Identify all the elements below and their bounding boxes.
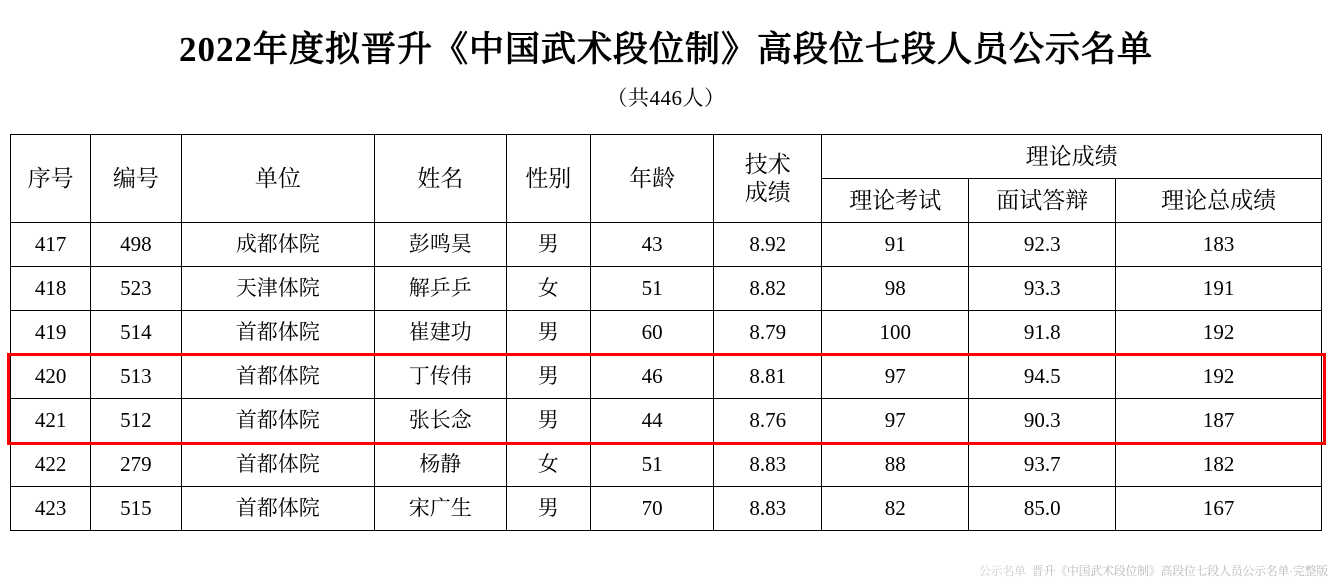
cell-theory-total: 183 <box>1116 223 1322 267</box>
cell-unit: 首都体院 <box>181 355 374 399</box>
cell-seq: 417 <box>11 223 91 267</box>
cell-unit: 首都体院 <box>181 311 374 355</box>
column-header-tech-score <box>714 135 822 223</box>
cell-sex: 男 <box>506 399 590 443</box>
cell-age: 60 <box>590 311 713 355</box>
cell-seq: 422 <box>11 443 91 487</box>
table-row <box>11 443 1322 487</box>
cell-seq: 420 <box>11 355 91 399</box>
cell-number: 513 <box>91 355 181 399</box>
column-header-name: 姓名 <box>374 135 506 223</box>
cell-sex: 男 <box>506 223 590 267</box>
cell-unit: 首都体院 <box>181 399 374 443</box>
cell-age: 70 <box>590 487 713 531</box>
column-header-age: 年龄 <box>590 135 713 223</box>
column-header-seq: 序号 <box>11 135 91 223</box>
cell-age: 46 <box>590 355 713 399</box>
table-row <box>11 355 1322 399</box>
cell-unit: 天津体院 <box>181 267 374 311</box>
table-header-row-1 <box>11 135 1322 179</box>
cell-unit: 首都体院 <box>181 443 374 487</box>
cell-theory-total: 191 <box>1116 267 1322 311</box>
cell-name: 彭鸣昊 <box>374 223 506 267</box>
cell-unit: 成都体院 <box>181 223 374 267</box>
cell-theory-exam: 98 <box>822 267 969 311</box>
cell-number: 514 <box>91 311 181 355</box>
column-header-unit: 单位 <box>181 135 374 223</box>
table-row <box>11 487 1322 531</box>
column-header-theory-group: 理论成绩 <box>822 135 1322 179</box>
cell-age: 43 <box>590 223 713 267</box>
cell-sex: 男 <box>506 487 590 531</box>
cell-interview: 91.8 <box>969 311 1116 355</box>
cell-theory-exam: 97 <box>822 399 969 443</box>
cell-tech-score: 8.81 <box>714 355 822 399</box>
column-header-theory-exam: 理论考试 <box>822 179 969 223</box>
cell-tech-score: 8.92 <box>714 223 822 267</box>
table-body <box>11 223 1322 531</box>
cell-unit: 首都体院 <box>181 487 374 531</box>
column-header-sex: 性别 <box>506 135 590 223</box>
cell-number: 512 <box>91 399 181 443</box>
cell-age: 51 <box>590 443 713 487</box>
cell-sex: 男 <box>506 355 590 399</box>
cell-age: 51 <box>590 267 713 311</box>
cell-theory-total: 182 <box>1116 443 1322 487</box>
cell-tech-score: 8.76 <box>714 399 822 443</box>
watermark-text: 晋升《中国武术段位制》高段位七段人员公示名单·完整版 <box>1031 564 1328 578</box>
column-header-interview: 面试答辩 <box>969 179 1116 223</box>
cell-interview: 90.3 <box>969 399 1116 443</box>
table-row <box>11 311 1322 355</box>
cell-theory-exam: 97 <box>822 355 969 399</box>
cell-number: 515 <box>91 487 181 531</box>
cell-name: 解乒乒 <box>374 267 506 311</box>
cell-interview: 94.5 <box>969 355 1116 399</box>
cell-theory-exam: 88 <box>822 443 969 487</box>
column-header-tech-score-line2: 成绩 <box>744 179 791 205</box>
cell-sex: 女 <box>506 443 590 487</box>
cell-number: 498 <box>91 223 181 267</box>
watermark-tag: 公示名单 <box>978 564 1026 578</box>
cell-theory-exam: 82 <box>822 487 969 531</box>
cell-theory-total: 167 <box>1116 487 1322 531</box>
cell-name: 张长念 <box>374 399 506 443</box>
table-row <box>11 223 1322 267</box>
cell-tech-score: 8.83 <box>714 487 822 531</box>
cell-age: 44 <box>590 399 713 443</box>
cell-interview: 93.3 <box>969 267 1116 311</box>
cell-sex: 男 <box>506 311 590 355</box>
column-header-theory-total: 理论总成绩 <box>1116 179 1322 223</box>
watermark <box>979 562 1328 579</box>
column-header-tech-score-line1: 技术 <box>744 152 791 178</box>
cell-name: 丁传伟 <box>374 355 506 399</box>
cell-tech-score: 8.82 <box>714 267 822 311</box>
cell-seq: 419 <box>11 311 91 355</box>
page-subtitle: （共446人） <box>606 86 726 111</box>
cell-theory-total: 192 <box>1116 311 1322 355</box>
cell-theory-exam: 91 <box>822 223 969 267</box>
cell-tech-score: 8.79 <box>714 311 822 355</box>
cell-theory-total: 187 <box>1116 399 1322 443</box>
cell-seq: 418 <box>11 267 91 311</box>
table-row <box>11 267 1322 311</box>
cell-theory-total: 192 <box>1116 355 1322 399</box>
cell-name: 崔建功 <box>374 311 506 355</box>
table-container <box>10 134 1322 531</box>
page-title: 2022年度拟晋升《中国武术段位制》高段位七段人员公示名单 <box>178 30 1153 69</box>
cell-seq: 423 <box>11 487 91 531</box>
cell-interview: 93.7 <box>969 443 1116 487</box>
promotion-list-table <box>10 134 1322 531</box>
table-row <box>11 399 1322 443</box>
column-header-number: 编号 <box>91 135 181 223</box>
cell-tech-score: 8.83 <box>714 443 822 487</box>
cell-number: 523 <box>91 267 181 311</box>
cell-number: 279 <box>91 443 181 487</box>
cell-interview: 85.0 <box>969 487 1116 531</box>
cell-seq: 421 <box>11 399 91 443</box>
cell-sex: 女 <box>506 267 590 311</box>
cell-name: 杨静 <box>374 443 506 487</box>
cell-theory-exam: 100 <box>822 311 969 355</box>
cell-interview: 92.3 <box>969 223 1116 267</box>
cell-name: 宋广生 <box>374 487 506 531</box>
table-header <box>11 135 1322 223</box>
